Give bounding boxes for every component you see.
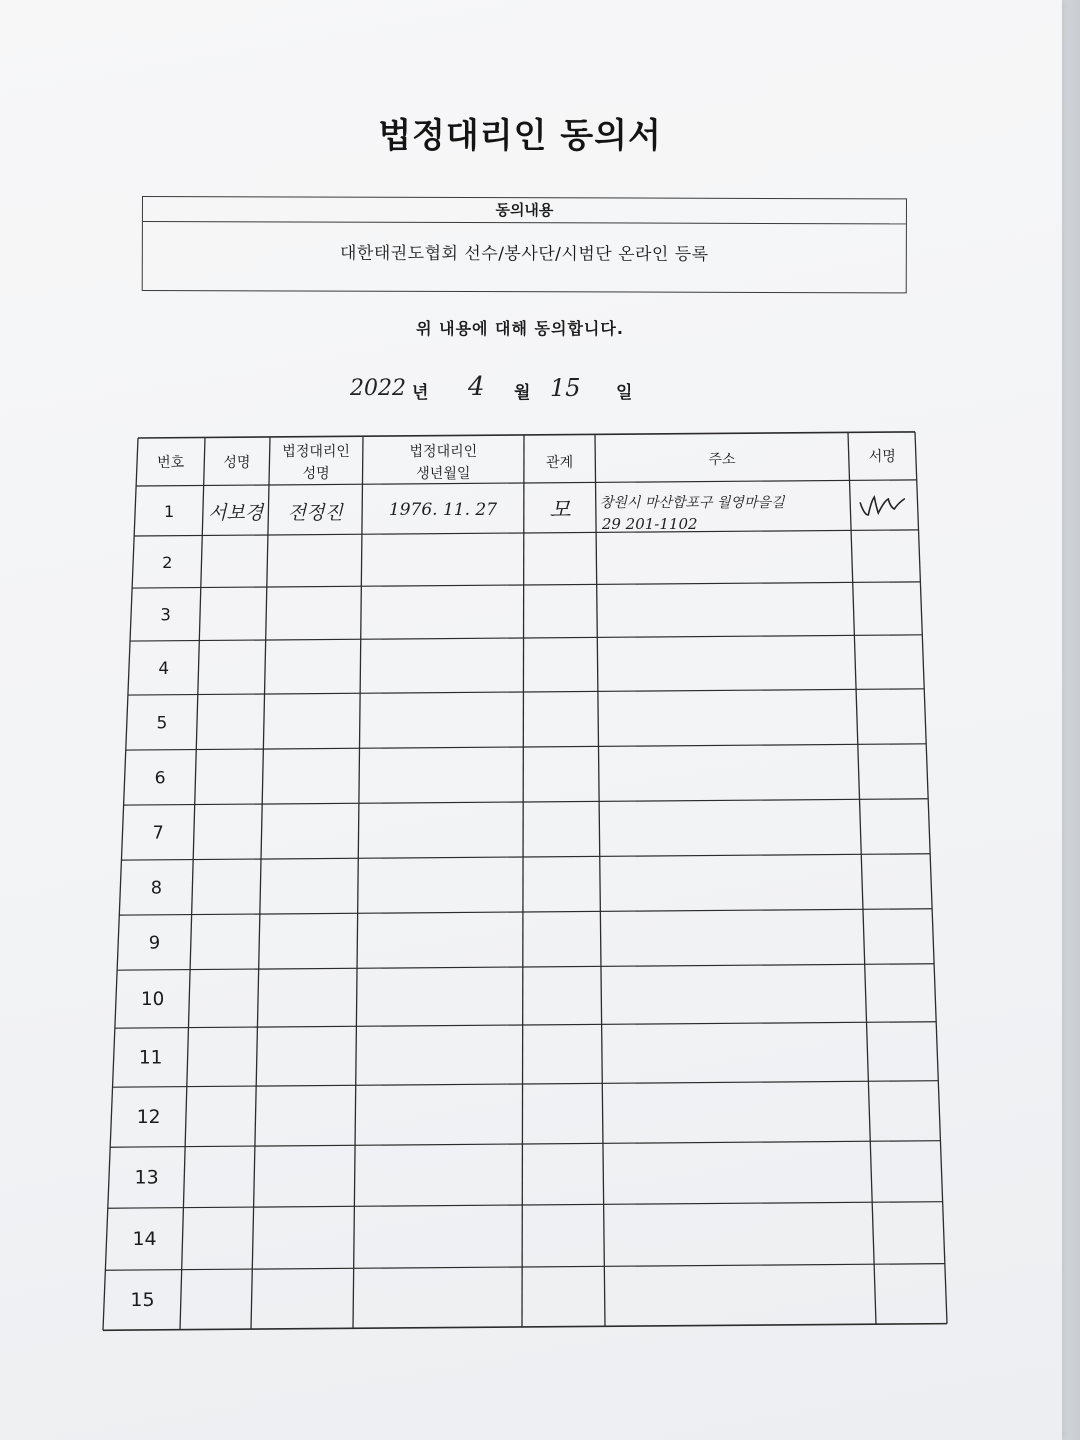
table-row-line [124, 799, 929, 805]
row-guardian-dob: 1976. 11. 27 [388, 500, 498, 520]
row-address-line1: 창원시 마산합포구 월영마을길 [599, 495, 785, 511]
consent-content-body: 대한태권도협회 선수/봉사단/시범단 온라인 등록 [339, 243, 709, 265]
row-number: 14 [132, 1228, 157, 1250]
table-row-line [119, 909, 932, 915]
table-row-line [115, 1022, 936, 1028]
row-number: 11 [138, 1047, 163, 1069]
header-guardian-dob-line2: 생년월일 [416, 466, 471, 482]
table-column-line [595, 434, 605, 1326]
table-column-line [251, 437, 270, 1329]
date-month: 4 [468, 372, 485, 402]
row-relation: 모 [549, 498, 571, 523]
row-number: 10 [141, 989, 165, 1010]
row-number: 6 [154, 768, 166, 789]
header-name: 성명 [223, 455, 251, 471]
header-guardian-dob: 법정대리인 [409, 444, 478, 460]
header-relation: 관계 [546, 455, 574, 471]
row-name: 서보경 [208, 502, 264, 524]
row-number: 13 [134, 1166, 159, 1189]
row-number: 9 [148, 932, 161, 954]
table-row-line [108, 1202, 943, 1209]
row-number: 12 [136, 1107, 161, 1128]
row-number: 5 [156, 713, 168, 734]
row-number: 8 [150, 878, 163, 899]
table-row-line [134, 530, 918, 536]
table-row-line [105, 1264, 944, 1271]
table-column-line [915, 432, 947, 1324]
row-address-line2: 29 201-1102 [601, 515, 698, 533]
table-column-line [848, 432, 876, 1324]
header-number: 번호 [157, 455, 185, 471]
row-number: 7 [152, 823, 164, 844]
table-column-line [103, 438, 138, 1330]
header-address: 주소 [708, 452, 736, 468]
date-year-unit: 년 [412, 383, 429, 403]
date-day: 15 [550, 374, 581, 402]
table-row-line [132, 582, 920, 588]
date-year: 2022 [350, 376, 406, 401]
signature-mark [860, 497, 904, 515]
table-row-line [110, 1141, 940, 1148]
row-guardian-name: 전정진 [287, 502, 343, 524]
consent-content-header: 동의내용 [143, 197, 906, 224]
table-column-line [353, 436, 363, 1328]
table-column-line [180, 437, 205, 1329]
table-row-line [138, 432, 915, 438]
document-title: 법정대리인 동의서 [378, 116, 662, 156]
header-guardian-name: 법정대리인 [282, 444, 350, 460]
row-number: 4 [158, 658, 170, 678]
date-day-unit: 일 [616, 383, 633, 403]
date-month-unit: 월 [514, 383, 531, 403]
table-row-line [130, 635, 922, 641]
table-row-line [117, 964, 934, 970]
header-signature: 서명 [868, 449, 896, 465]
row-number: 1 [163, 502, 175, 521]
row-number: 2 [162, 553, 173, 572]
row-number: 3 [160, 605, 171, 625]
header-guardian-name-line2: 성명 [302, 466, 330, 482]
agreement-statement: 위 내용에 대해 동의합니다. [416, 319, 624, 338]
table-row-line [103, 1324, 947, 1331]
table-row-line [121, 854, 930, 860]
table-row-line [136, 480, 917, 486]
table-row-line [128, 689, 924, 695]
table-column-line [522, 435, 524, 1327]
table-row-line [126, 744, 926, 750]
row-number: 15 [130, 1289, 155, 1311]
table-row-line [113, 1081, 939, 1087]
